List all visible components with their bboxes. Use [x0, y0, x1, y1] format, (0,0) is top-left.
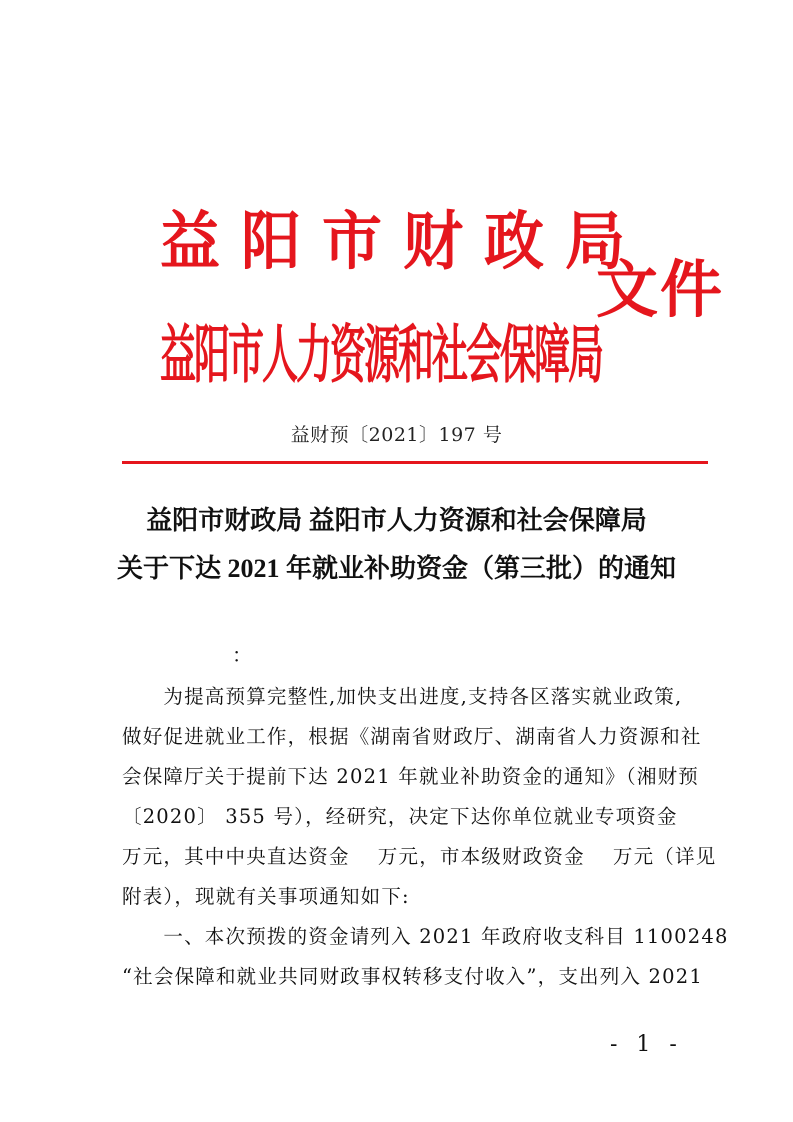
salutation: ： — [232, 643, 252, 667]
body-line: “社会保障和就业共同财政事权转移支付收入”，支出列入 2021 — [122, 965, 703, 988]
body-line: 一、本次预拨的资金请列入 2021 年政府收支科目 1100248 — [122, 925, 729, 948]
document-number: 益财预〔2021〕197 号 — [290, 424, 503, 446]
issuer-hr-social-security-bureau: 益阳市人力资源和社会保障局 — [160, 320, 603, 393]
body-line: 做好促进就业工作，根据《湖南省财政厅、湖南省人力资源和社 — [122, 725, 702, 748]
body-line: 为提高预算完整性,加快支出进度,支持各区落实就业政策, — [122, 685, 683, 708]
document-title-line1: 益阳市财政局 益阳市人力资源和社会保障局 — [146, 506, 647, 535]
body-line: 附表），现就有关事项通知如下: — [122, 885, 410, 908]
document-title-line2: 关于下达 2021 年就业补助资金（第三批）的通知 — [116, 554, 676, 583]
body-line: 万元，其中中央直达资金 万元，市本级财政资金 万元（详见 — [122, 845, 717, 868]
letterhead — [160, 200, 730, 393]
issuer-finance-bureau: 益阳市财政局 — [160, 205, 646, 279]
body-line: 会保障厅关于提前下达 2021 年就业补助资金的通知》（湘财预 — [122, 765, 699, 788]
document-label: 文件 — [596, 253, 725, 326]
page-number: - 1 - — [610, 1032, 683, 1057]
body-line: 〔2020〕 355 号），经研究，决定下达你单位就业专项资金 — [122, 805, 678, 828]
red-divider — [122, 461, 708, 464]
